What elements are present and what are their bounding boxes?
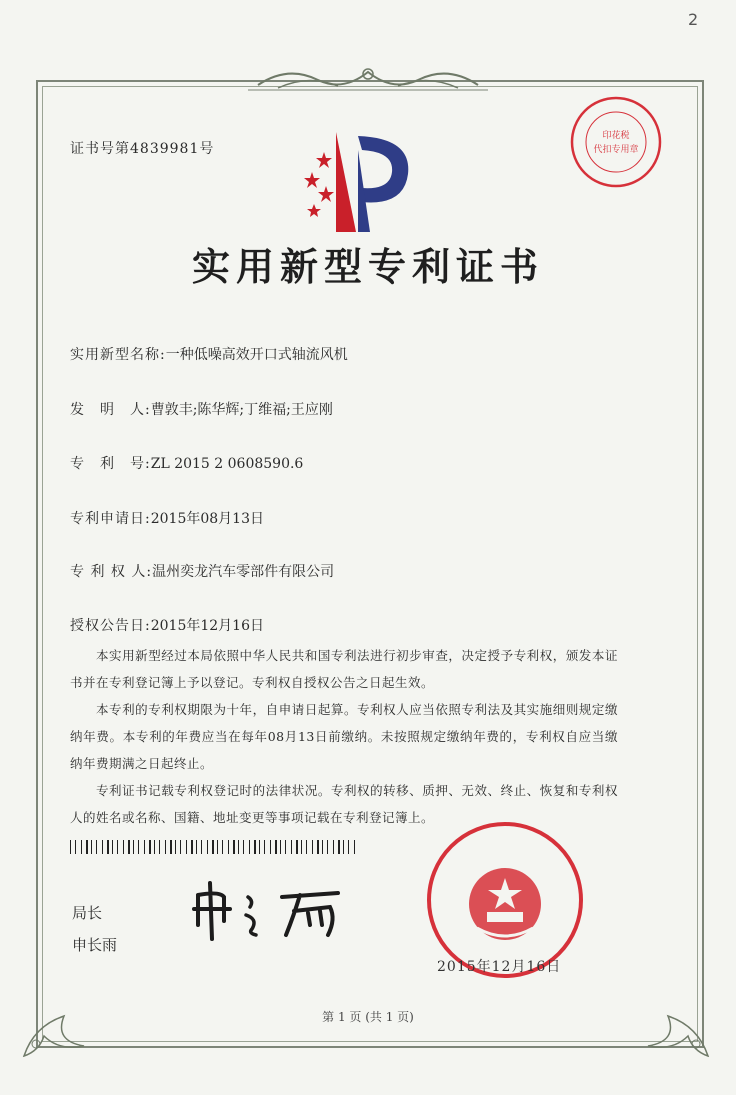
barcode-bar — [301, 840, 302, 854]
barcode-bar — [212, 840, 214, 854]
tax-stamp — [568, 94, 664, 190]
barcode-bar — [233, 840, 235, 854]
certificate-number: 证书号第4839981号 — [70, 141, 215, 157]
barcode-bar — [201, 840, 202, 854]
barcode-bar — [81, 840, 82, 854]
barcode-bar — [112, 840, 113, 854]
field-application-date: 专利申请日:2015年08月13日 — [70, 511, 264, 527]
barcode-bar — [133, 840, 134, 854]
barcode-bar — [128, 840, 130, 854]
field-inventors: 发 明 人:曹敦丰;陈华辉;丁维福;王应刚 — [70, 402, 333, 418]
signer-role: 局长 — [72, 904, 103, 922]
barcode-bar — [154, 840, 155, 854]
barcode-bar — [254, 840, 256, 854]
patent-office-logo — [300, 132, 420, 232]
page-mark: 2 — [688, 10, 699, 29]
paragraph-2: 本专利的专利权期限为十年，自申请日起算。专利权人应当依照专利法及其实施细则规定缴纳年费。本专利的年费应当在每年08月13日前缴纳。未按照规定缴纳年费的，专利权自应当缴纳年费期满之日起终止。 — [70, 702, 618, 771]
field-patent-number: 专 利 号:ZL 2015 2 0608590.6 — [70, 456, 304, 472]
barcode-bar — [238, 840, 239, 854]
barcode-bar — [322, 840, 323, 854]
barcode-bar — [96, 840, 97, 854]
barcode-bar — [75, 840, 76, 854]
barcode-bar — [264, 840, 265, 854]
paragraph-1: 本实用新型经过本局依照中华人民共和国专利法进行初步审查，决定授予专利权，颁发本证书并在专利登记簿上予以登记。专利权自授权公告之日起生效。 — [70, 648, 618, 690]
tax-stamp-inner-2: 代扣专用章 — [593, 145, 639, 155]
barcode-bar — [249, 840, 250, 854]
top-ornament — [248, 60, 488, 100]
page-footer: 第 1 页 (共 1 页) — [322, 1010, 414, 1024]
barcode-bar — [296, 840, 298, 854]
signer-name: 申长雨 — [72, 936, 118, 954]
field-patentee: 专 利 权 人:温州奕龙汽车零部件有限公司 — [70, 564, 335, 580]
corner-ornament-bottom-right — [638, 986, 718, 1066]
corner-ornament-bottom-left — [14, 986, 94, 1066]
field-grant-date: 授权公告日:2015年12月16日 — [70, 618, 264, 634]
barcode-bar — [228, 840, 229, 854]
barcode-bar — [348, 840, 349, 854]
barcode-bar — [343, 840, 344, 854]
barcode-bar — [165, 840, 166, 854]
barcode-bar — [70, 840, 71, 854]
field-name: 实用新型名称:一种低噪高效开口式轴流风机 — [70, 347, 348, 363]
barcode-bar — [306, 840, 307, 854]
barcode — [70, 840, 360, 854]
legal-text — [70, 642, 618, 831]
seal-date: 2015年12月16日 — [437, 959, 562, 975]
barcode-bar — [186, 840, 187, 854]
barcode-bar — [196, 840, 197, 854]
certificate-title: 实用新型专利证书 — [191, 244, 544, 289]
barcode-bar — [207, 840, 208, 854]
barcode-bar — [317, 840, 319, 854]
barcode-bar — [123, 840, 124, 854]
barcode-bar — [338, 840, 340, 854]
paragraph-3: 专利证书记载专利权登记时的法律状况。专利权的转移、质押、无效、终止、恢复和专利权人的姓名或名称、国籍、地址变更等事项记载在专利登记簿上。 — [70, 783, 618, 825]
barcode-bar — [354, 840, 355, 854]
barcode-bar — [159, 840, 160, 854]
barcode-bar — [117, 840, 118, 854]
barcode-bar — [144, 840, 145, 854]
barcode-bar — [270, 840, 271, 854]
barcode-bar — [138, 840, 139, 854]
barcode-bar — [275, 840, 277, 854]
barcode-bar — [333, 840, 334, 854]
barcode-bar — [312, 840, 313, 854]
tax-stamp-inner-1: 印花税 — [602, 131, 630, 141]
barcode-bar — [243, 840, 244, 854]
barcode-bar — [191, 840, 193, 854]
barcode-bar — [102, 840, 103, 854]
barcode-bar — [107, 840, 109, 854]
barcode-bar — [86, 840, 88, 854]
barcode-bar — [280, 840, 281, 854]
barcode-bar — [222, 840, 223, 854]
barcode-bar — [175, 840, 176, 854]
barcode-bar — [259, 840, 260, 854]
barcode-bar — [291, 840, 292, 854]
barcode-bar — [149, 840, 151, 854]
barcode-bar — [91, 840, 92, 854]
barcode-bar — [327, 840, 328, 854]
handwritten-signature — [190, 875, 350, 945]
barcode-bar — [170, 840, 172, 854]
barcode-bar — [180, 840, 181, 854]
barcode-bar — [285, 840, 286, 854]
barcode-bar — [217, 840, 218, 854]
